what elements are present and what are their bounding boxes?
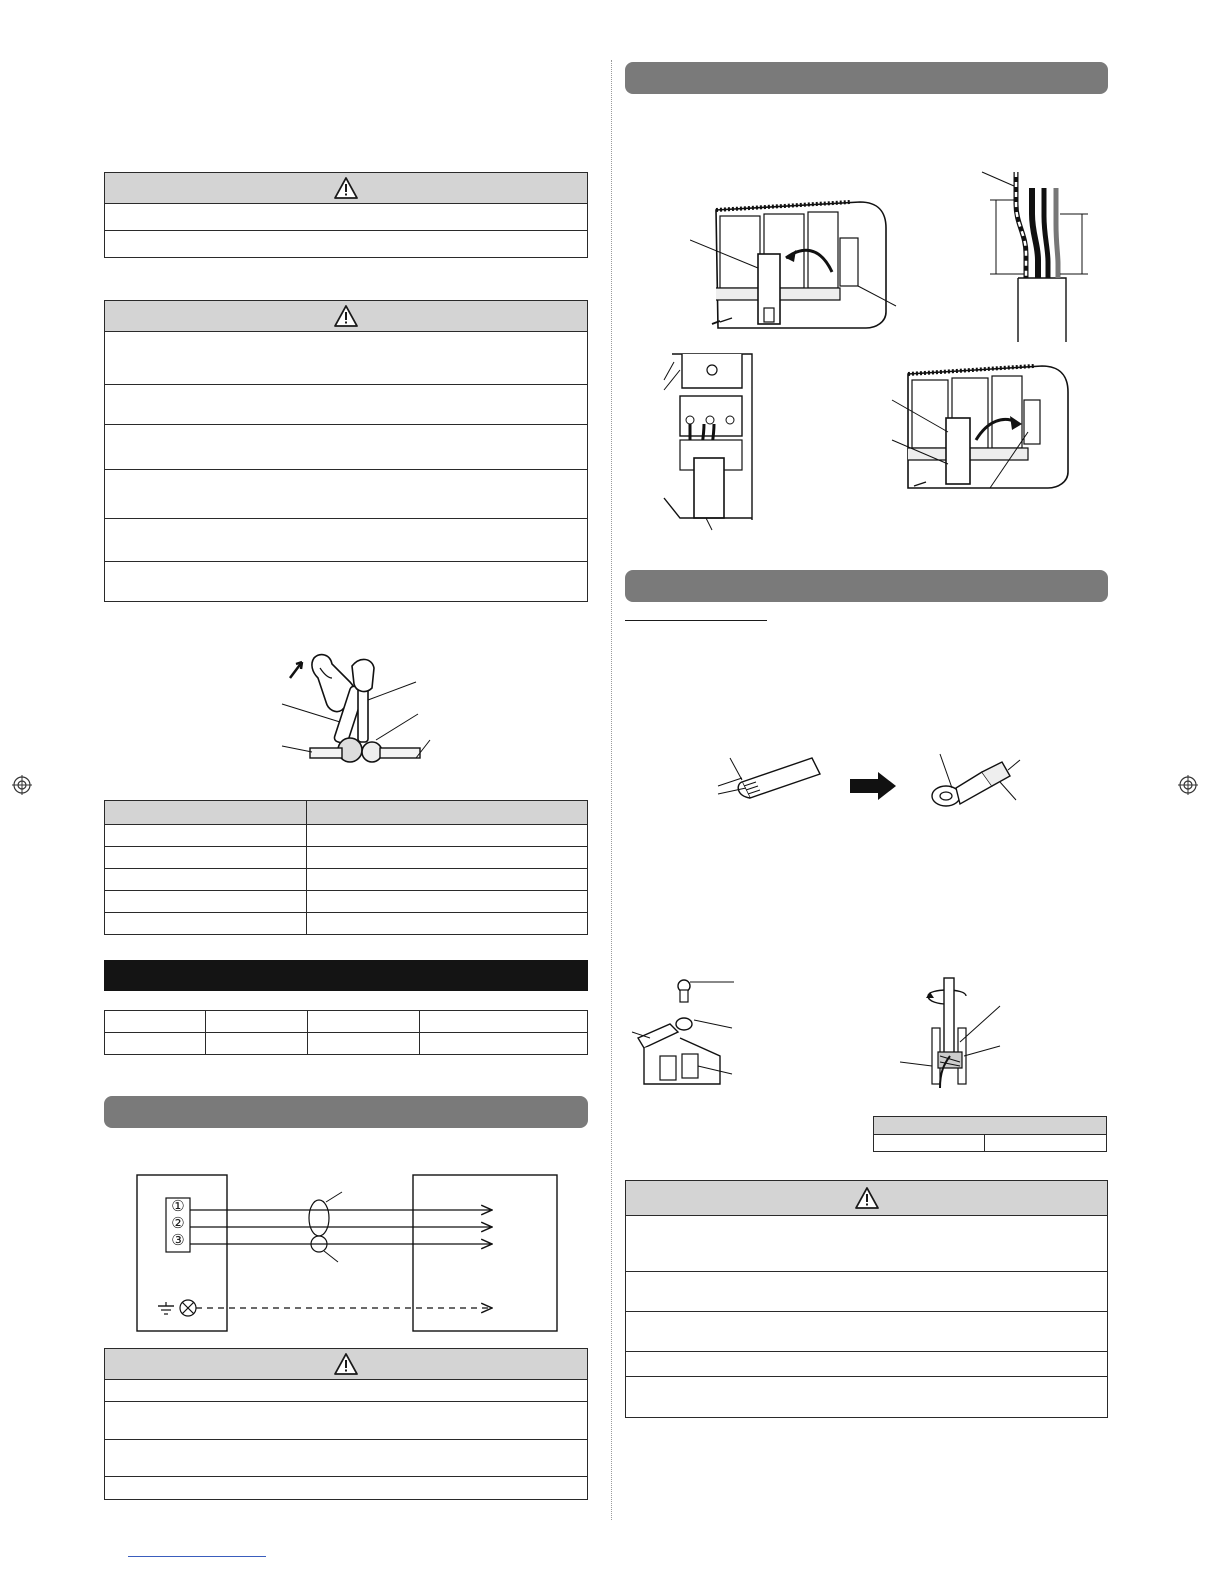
caution-row bbox=[105, 332, 587, 385]
table-header-cell bbox=[874, 1117, 1107, 1135]
caution-row bbox=[105, 385, 587, 425]
table-row bbox=[105, 869, 588, 891]
registration-crosshair-icon bbox=[12, 775, 32, 795]
warning-triangle-icon bbox=[333, 304, 359, 328]
caution-row bbox=[105, 519, 587, 562]
wiring-diagram bbox=[136, 1174, 560, 1334]
warning-row bbox=[105, 1477, 587, 1499]
terminal-2-label: ② bbox=[171, 1215, 185, 1232]
wrench-tightening-illustration bbox=[280, 648, 432, 773]
warning-box-1 bbox=[104, 172, 588, 258]
caution-row bbox=[105, 562, 587, 602]
caution-row bbox=[105, 425, 587, 470]
caution-row bbox=[626, 1216, 1107, 1272]
warning-row bbox=[105, 1380, 587, 1402]
section-bar-cover-removal bbox=[625, 62, 1108, 94]
spec-table bbox=[104, 1010, 588, 1055]
registration-crosshair-icon bbox=[1178, 775, 1198, 795]
warning-triangle-icon bbox=[854, 1186, 880, 1210]
torque-table bbox=[104, 800, 588, 935]
caution-row bbox=[105, 470, 587, 519]
caution-box bbox=[104, 300, 588, 602]
table-header-cell bbox=[307, 801, 588, 825]
column-divider bbox=[611, 60, 612, 1520]
terminal-3-label: ③ bbox=[171, 1232, 185, 1249]
caution-box-header bbox=[626, 1181, 1107, 1216]
warning-triangle-icon bbox=[333, 1352, 359, 1376]
table-row bbox=[105, 1033, 588, 1055]
screwdriver-tightening-illustration bbox=[900, 976, 1010, 1088]
terminal-block-closeup-illustration bbox=[660, 350, 760, 532]
warning-row bbox=[105, 1440, 587, 1477]
screw-torque-table bbox=[873, 1116, 1107, 1152]
table-row bbox=[105, 825, 588, 847]
caution-row bbox=[626, 1272, 1107, 1312]
subheading-underline bbox=[625, 620, 767, 621]
indoor-unit-cover-install-illustration bbox=[890, 356, 1080, 496]
footer-link-underline[interactable] bbox=[128, 1556, 266, 1557]
table-row bbox=[105, 891, 588, 913]
section-bar-wire-connection bbox=[625, 570, 1108, 602]
table-row bbox=[105, 1011, 588, 1033]
warning-box-wiring bbox=[104, 1348, 588, 1500]
warning-row bbox=[105, 204, 587, 231]
cable-strip-illustration bbox=[976, 164, 1090, 342]
arrow-right-icon bbox=[850, 772, 896, 800]
indoor-unit-cover-removal-illustration bbox=[690, 188, 900, 336]
caution-box-header bbox=[105, 301, 587, 332]
stripped-wire-illustration bbox=[712, 752, 824, 804]
table-row bbox=[105, 847, 588, 869]
section-title-bar-black bbox=[104, 960, 588, 991]
earth-terminal-icon bbox=[180, 1300, 196, 1316]
warning-box-header bbox=[105, 173, 587, 204]
caution-row bbox=[626, 1312, 1107, 1352]
caution-box-wiring bbox=[625, 1180, 1108, 1418]
warning-row bbox=[105, 231, 587, 257]
table-row bbox=[105, 913, 588, 935]
table-header-cell bbox=[105, 801, 307, 825]
warning-triangle-icon bbox=[333, 176, 359, 200]
warning-box-header bbox=[105, 1349, 587, 1380]
section-bar-wiring bbox=[104, 1096, 588, 1128]
caution-row bbox=[626, 1352, 1107, 1377]
terminal-screw-illustration bbox=[630, 976, 736, 1088]
table-row bbox=[874, 1135, 1107, 1152]
caution-row bbox=[626, 1377, 1107, 1417]
ring-terminal-illustration bbox=[926, 752, 1022, 814]
warning-row bbox=[105, 1402, 587, 1440]
terminal-labels bbox=[166, 1198, 190, 1252]
terminal-1-label: ① bbox=[171, 1198, 185, 1215]
